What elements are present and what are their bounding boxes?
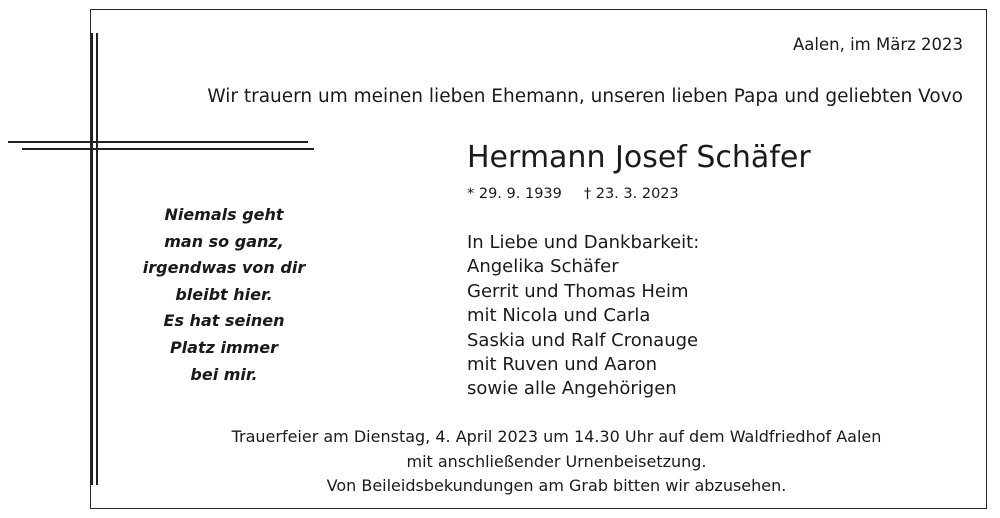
poem-line: Platz immer <box>169 337 279 357</box>
cross-vertical-line-left <box>91 33 93 485</box>
cross-vertical-line-right <box>96 33 98 485</box>
mourner-line: Saskia und Ralf Cronauge <box>467 329 699 351</box>
poem <box>112 202 336 388</box>
life-dates <box>467 186 679 202</box>
mourner-line: mit Ruven und Aaron <box>467 354 658 376</box>
deceased-name: Hermann Josef Schäfer <box>467 140 811 175</box>
poem-line: Niemals geht <box>164 205 284 224</box>
urn-burial-note: mit anschließender Urnenbeisetzung. <box>406 451 707 471</box>
condolence-note: Von Beileidsbekundungen am Grab bitten wir abzusehen. <box>326 476 787 496</box>
intro-text: Wir trauern um meinen lieben Ehemann, unseren lieben Papa und geliebten Vovo <box>207 86 963 107</box>
poem-line: bei mir. <box>190 364 258 384</box>
cross-horizontal-line-top <box>8 141 308 143</box>
birth-date: * 29. 9. 1939 <box>467 186 562 202</box>
poem-line: Es hat seinen <box>163 311 285 331</box>
mourner-line: Angelika Schäfer <box>467 256 619 278</box>
death-date: † 23. 3. 2023 <box>583 186 679 202</box>
funeral-details: Trauerfeier am Dienstag, 4. April 2023 um 14.30 Uhr auf dem Waldfriedhof Aalen <box>231 427 882 446</box>
funeral-notice <box>110 425 1000 499</box>
poem-line: man so ganz, <box>164 231 284 251</box>
mourner-line: mit Nicola und Carla <box>467 305 651 327</box>
mourners-list <box>467 231 699 402</box>
mourner-line: Gerrit und Thomas Heim <box>467 280 689 302</box>
place-date: Aalen, im März 2023 <box>792 35 963 54</box>
mourners-heading: In Liebe und Dankbarkeit: <box>467 232 700 253</box>
mourner-line: sowie alle Angehörigen <box>467 378 677 400</box>
cross-horizontal-line-bottom <box>22 148 314 150</box>
poem-line: bleibt hier. <box>175 284 273 304</box>
poem-line: irgendwas von dir <box>142 258 306 278</box>
